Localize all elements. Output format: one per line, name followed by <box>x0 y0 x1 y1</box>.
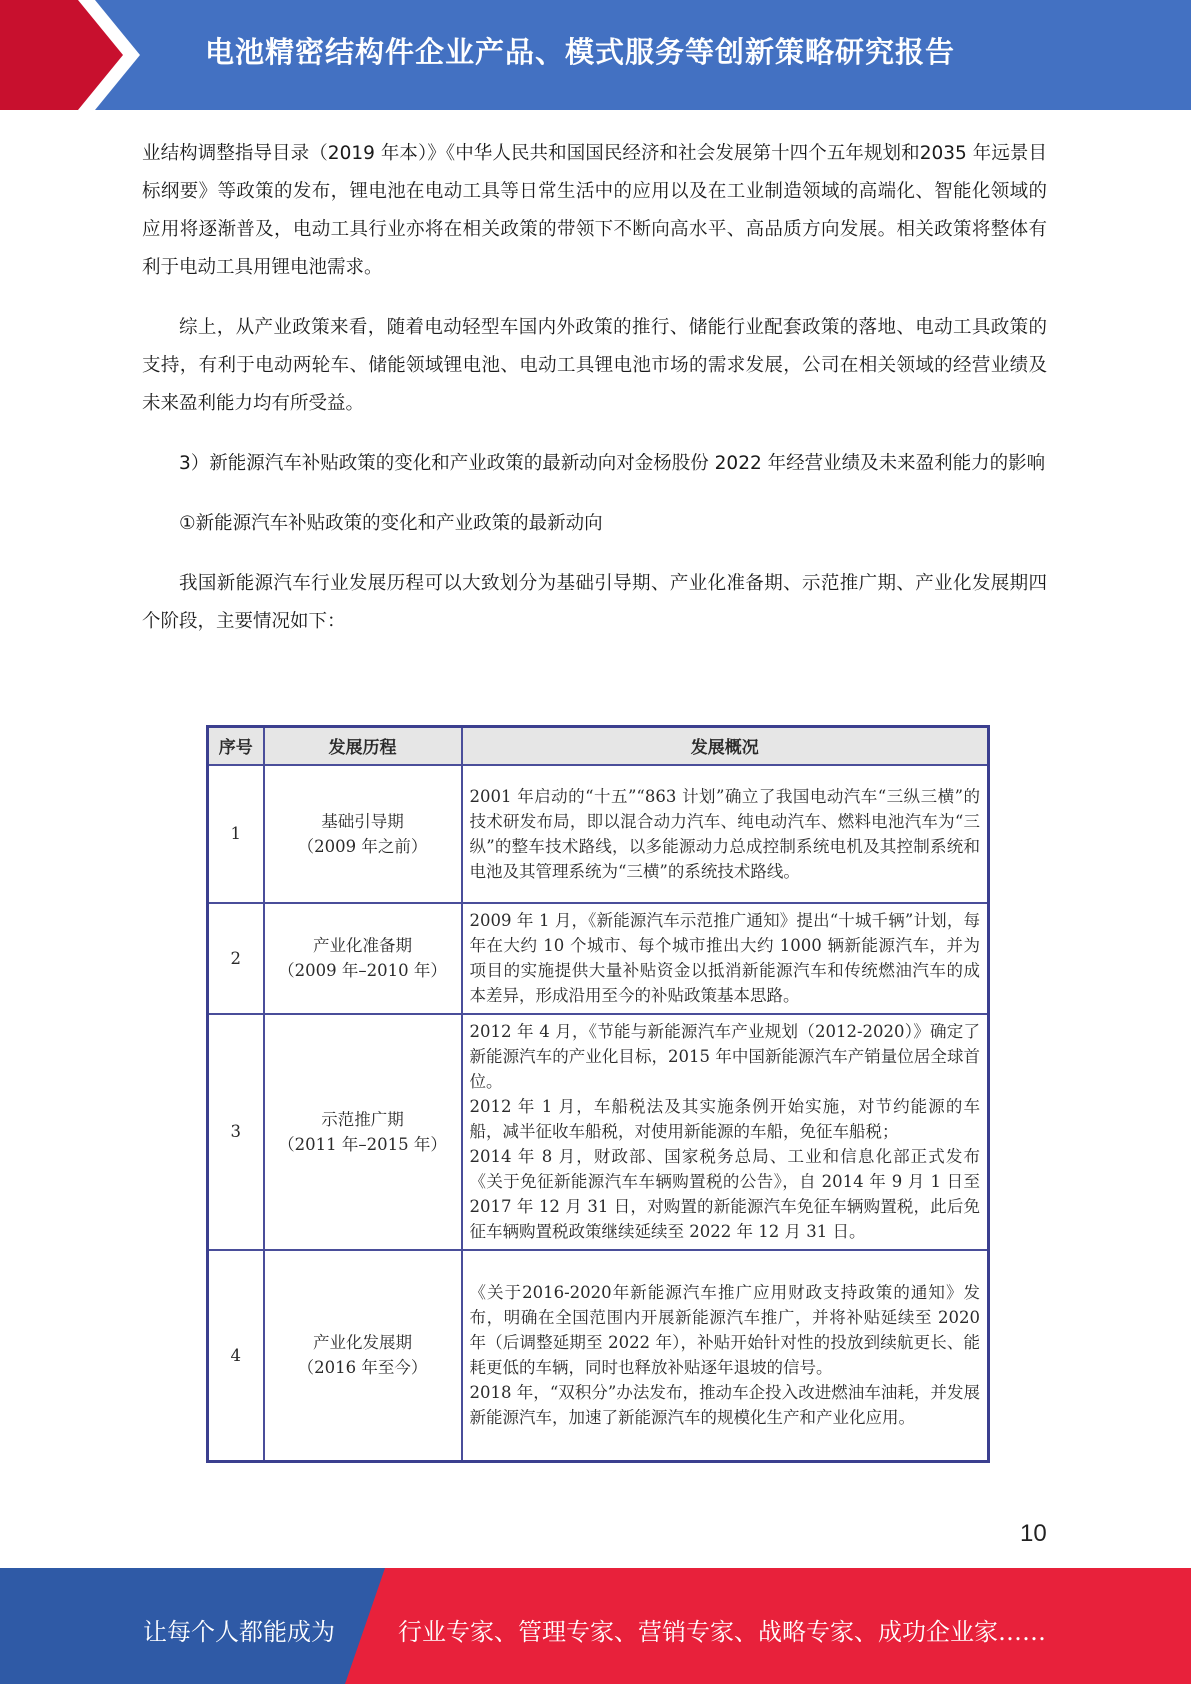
row-number: 2 <box>208 903 264 1014</box>
stage-name: 基础引导期 <box>321 811 404 831</box>
table-row <box>208 765 989 903</box>
table-row <box>208 1014 989 1250</box>
header-stage: 发展历程 <box>264 727 462 765</box>
stage-period: （2011 年–2015 年） <box>278 1134 447 1154</box>
header-arrow-decoration <box>0 0 150 110</box>
report-title: 电池精密结构件企业产品、模式服务等创新策略研究报告 <box>205 35 956 69</box>
page-footer <box>0 1568 1191 1684</box>
stage-period: （2016 年至今） <box>297 1358 428 1378</box>
row-number: 1 <box>208 765 264 903</box>
development-stages-table-wrap <box>206 725 990 1463</box>
footer-slogan-left: 让每个人都能成为 <box>143 1618 335 1646</box>
page-header <box>0 0 1191 110</box>
stage-name: 产业化准备期 <box>313 936 412 955</box>
main-content <box>142 135 1047 663</box>
stage-period: （2009 年之前） <box>297 836 428 856</box>
stage-description <box>462 1250 989 1462</box>
description-text: 2001 年启动的“十五”“863 计划”确立了我国电动汽车“三纵三横”的技术研发布局，即以混合动力汽车、纯电动汽车、燃料电池汽车为“三纵”的整车技术路线，以多能源动力总成控制系统电机及其控制系统和电池及其管理系统为“三横”的系统技术路线。 <box>469 786 980 881</box>
description-text: 2012 年 1 月，车船税法及其实施条例开始实施，对节约能源的车船，减半征收车船税，对使用新能源的车船，免征车船税； <box>469 1097 980 1141</box>
description-text: 2014 年 8 月，财政部、国家税务总局、工业和信息化部正式发布《关于免征新能源汽车车辆购置税的公告》，自 2014 年 9 月 1 日至 2017 年 12 月 31 日，对购置的新能源汽车免征车辆购置税，此后免征车辆购置税政策继续延续至 2022 年 12 月 31 日。 <box>469 1147 980 1241</box>
stage-name: 示范推广期 <box>321 1109 404 1129</box>
table-row <box>208 1250 989 1462</box>
stage-cell <box>264 765 462 903</box>
header-no: 序号 <box>208 727 264 765</box>
stage-cell <box>264 903 462 1014</box>
stage-period: （2009 年–2010 年） <box>278 961 447 980</box>
paragraph-stages-intro: 我国新能源汽车行业发展历程可以大致划分为基础引导期、产业化准备期、示范推广期、产业化发展期四个阶段，主要情况如下： <box>142 573 1047 632</box>
description-text: 2009 年 1 月，《新能源汽车示范推广通知》提出“十城千辆”计划，每年在大约 10 个城市、每个城市推出大约 1000 辆新能源汽车，并为项目的实施提供大量补贴资金以抵消新能源汽车和传统燃油汽车的成本差异，形成沿用至今的补贴政策基本思路。 <box>469 911 980 1005</box>
paragraph-summary: 综上，从产业政策来看，随着电动轻型车国内外政策的推行、储能行业配套政策的落地、电动工具政策的支持，有利于电动两轮车、储能领域锂电池、电动工具锂电池市场的需求发展，公司在相关领域的经营业绩及未来盈利能力均有所受益。 <box>142 317 1047 414</box>
stage-description <box>462 903 989 1014</box>
development-stages-table <box>206 725 990 1463</box>
table-header-row <box>208 727 989 765</box>
paragraph-subheading: ①新能源汽车补贴政策的变化和产业政策的最新动向 <box>179 513 603 534</box>
row-number: 4 <box>208 1250 264 1462</box>
description-text: 2012 年 4 月，《节能与新能源汽车产业规划（2012-2020）》确定了新能源汽车的产业化目标，2015 年中国新能源汽车产销量位居全球首位。 <box>469 1022 980 1091</box>
footer-slogan-right: 行业专家、管理专家、营销专家、战略专家、成功企业家…… <box>398 1618 1046 1646</box>
table-row <box>208 903 989 1014</box>
stage-description <box>462 765 989 903</box>
paragraph-section-heading: 3）新能源汽车补贴政策的变化和产业政策的最新动向对金杨股份 2022 年经营业绩及未来盈利能力的影响 <box>179 453 1046 474</box>
description-text: 《关于2016-2020年新能源汽车推广应用财政支持政策的通知》发布，明确在全国范围内开展新能源汽车推广，并将补贴延续至 2020 年（后调整延期至 2022 年），补贴开始针对性的投放到续航更长、能耗更低的车辆，同时也释放补贴逐年退坡的信号。 <box>469 1283 980 1378</box>
stage-description <box>462 1014 989 1250</box>
description-text: 2018 年，“双积分”办法发布，推动车企投入改进燃油车油耗，并发展新能源汽车，加速了新能源汽车的规模化生产和产业化应用。 <box>469 1383 980 1428</box>
header-desc: 发展概况 <box>462 727 989 765</box>
paragraph-policy-tools: 业结构调整指导目录（2019 年本）》《中华人民共和国国民经济和社会发展第十四个五年规划和2035 年远景目标纲要》等政策的发布，锂电池在电动工具等日常生活中的应用以及在工业制造领域的高端化、智能化领域的应用将逐渐普及，电动工具行业亦将在相关政策的带领下不断向高水平、高品质方向发展。相关政策将整体有利于电动工具用锂电池需求。 <box>142 143 1047 278</box>
stage-cell <box>264 1250 462 1462</box>
stage-cell <box>264 1014 462 1250</box>
row-number: 3 <box>208 1014 264 1250</box>
stage-name: 产业化发展期 <box>313 1333 412 1353</box>
page-number: 10 <box>1020 1520 1047 1547</box>
